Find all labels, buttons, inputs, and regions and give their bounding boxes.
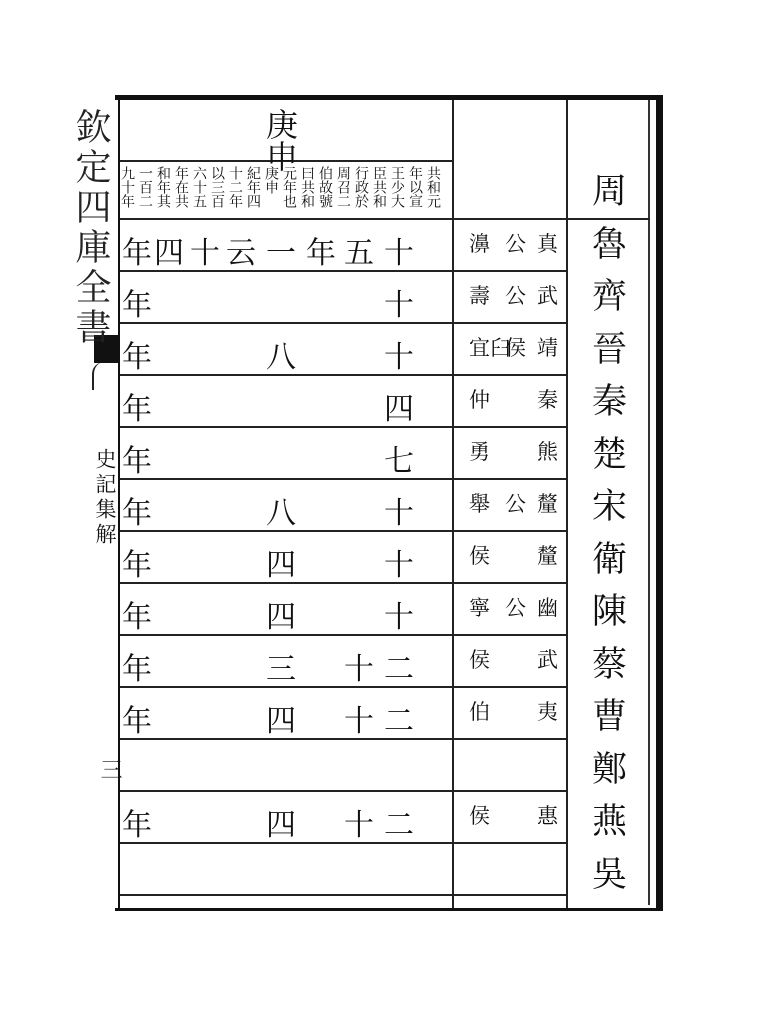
column-divider-ruler [566, 100, 568, 908]
ruler-cell [469, 322, 564, 366]
ruler-cell [469, 530, 564, 574]
year-char: 十 [384, 236, 414, 271]
year-cell [122, 740, 448, 788]
header-note-column: 臣共和 [371, 166, 387, 208]
ruler-cell [469, 218, 564, 262]
state-name: 魯 [592, 224, 628, 265]
page-number: 三 [97, 758, 122, 780]
year-char: 八 [266, 340, 296, 375]
header-note-column: 十二年 [227, 166, 243, 208]
year-char: 二 [384, 704, 414, 739]
year-cell [122, 324, 448, 375]
ruler-char: 夷 [537, 700, 558, 724]
ruler-char: 釐 [537, 544, 558, 568]
ruler-cell [469, 270, 564, 314]
ruler-char: 公 [505, 284, 526, 308]
ruler-char: 靖 [537, 336, 558, 360]
year-char: 十 [344, 808, 374, 843]
ruler-char: 伯 [469, 700, 490, 724]
header-note-column: 行政於 [353, 166, 369, 208]
year-char: 年 [122, 392, 152, 427]
column-divider-year [452, 100, 454, 908]
year-cell [122, 844, 448, 892]
year-char: 年 [122, 288, 152, 323]
ruler-cell [469, 686, 564, 730]
year-char: 十 [384, 496, 414, 531]
year-cell [122, 688, 448, 739]
header-note-column: 周召二 [335, 166, 351, 208]
ruler-cell [469, 374, 564, 418]
year-char: 年 [122, 704, 152, 739]
ruler-char: 釐 [537, 492, 558, 516]
ruler-char: 侯 [505, 336, 526, 360]
frame-left-border [118, 100, 120, 910]
state-name: 楚 [592, 434, 628, 475]
ruler-char: 仲 [469, 388, 490, 412]
year-char: 十 [344, 704, 374, 739]
ruler-char: 寧 [469, 596, 490, 620]
header-note-column: 和年其 [155, 166, 171, 208]
year-char: 二 [384, 652, 414, 687]
ruler-char: 侯 [469, 648, 490, 672]
year-cell [122, 428, 448, 479]
year-cell [122, 220, 448, 271]
header-note-column: 以三百 [209, 166, 225, 208]
header-note-column: 年以宣 [407, 166, 423, 208]
year-char: 四 [154, 236, 184, 271]
ruler-char: 宜臼 [469, 336, 511, 360]
year-char: 云 [226, 236, 256, 271]
year-char: 十 [190, 236, 220, 271]
ruler-char: 熊 [537, 440, 558, 464]
state-name: 衛 [592, 539, 628, 580]
ruler-char: 惠 [537, 804, 558, 828]
year-cell [122, 636, 448, 687]
ruler-cell [469, 582, 564, 626]
year-cell [122, 272, 448, 323]
state-name: 蔡 [592, 644, 628, 685]
frame-right-border [656, 95, 663, 910]
ruler-char: 武 [537, 648, 558, 672]
header-note-column: 王少大 [389, 166, 405, 208]
book-title: 史記集解 [93, 448, 117, 548]
state-name: 鄭 [592, 749, 628, 790]
header-note-column: 九十年 [119, 166, 135, 208]
year-char: 四 [266, 600, 296, 635]
ruler-cell [469, 426, 564, 470]
year-char: 八 [266, 496, 296, 531]
year-char: 二 [384, 808, 414, 843]
state-name: 燕 [592, 802, 628, 842]
state-name: 宋 [592, 487, 628, 527]
year-char: 年 [122, 236, 152, 271]
year-char: 五 [344, 236, 374, 271]
ruler-char: 侯 [469, 804, 490, 828]
year-char: 十 [384, 548, 414, 583]
ruler-char: 公 [505, 232, 526, 256]
header-note-column: 六十五 [191, 166, 207, 208]
year-char: 四 [266, 808, 296, 843]
state-name: 齊 [592, 277, 628, 317]
ruler-char: 秦 [537, 388, 558, 412]
year-char: 年 [306, 236, 336, 271]
header-note-column: 曰共和 [299, 166, 315, 208]
year-char: 四 [266, 548, 296, 583]
year-char: 十 [384, 600, 414, 635]
year-char: 年 [122, 444, 152, 479]
frame-top-border [115, 95, 663, 100]
year-char: 四 [384, 392, 414, 427]
header-note-column: 庚申 [263, 166, 279, 194]
ruler-char: 公 [505, 596, 526, 620]
header-note-column: 年在共 [173, 166, 189, 208]
ruler-char: 真 [537, 232, 558, 256]
year-char: 三 [266, 652, 296, 687]
year-cell [122, 376, 448, 427]
year-char: 十 [384, 340, 414, 375]
fishtail-curve [92, 362, 114, 390]
year-cell [122, 792, 448, 843]
ruler-cell [469, 738, 564, 782]
ruler-char: 壽 [469, 284, 490, 308]
collection-title: 欽定四庫全書 [70, 108, 111, 348]
ruler-char: 公 [505, 492, 526, 516]
state-name: 晉 [592, 329, 628, 370]
ruler-char: 舉 [469, 492, 490, 516]
ruler-cell [469, 634, 564, 678]
year-cell [122, 532, 448, 583]
row-divider [120, 894, 568, 896]
year-cell [122, 584, 448, 635]
state-name: 曹 [592, 697, 628, 737]
ruler-char: 勇 [469, 440, 490, 464]
year-char: 一 [266, 236, 296, 271]
frame-bottom-border [115, 908, 663, 911]
frame-right-inner-line [648, 100, 650, 905]
ruler-char: 幽 [537, 596, 558, 620]
year-char: 年 [122, 808, 152, 843]
year-char: 四 [266, 704, 296, 739]
year-char: 年 [122, 340, 152, 375]
header-note-column: 紀年四 [245, 166, 261, 208]
year-cell [122, 480, 448, 531]
state-name: 秦 [592, 382, 628, 422]
year-char: 年 [122, 652, 152, 687]
ruler-char: 侯 [469, 544, 490, 568]
header-note-column: 共和元 [425, 166, 441, 208]
year-char: 十 [384, 288, 414, 323]
header-note-column: 元年也 [281, 166, 297, 208]
state-name: 周 [592, 172, 628, 212]
year-char: 年 [122, 548, 152, 583]
ganzhi-label: 庚申 [261, 108, 299, 172]
ruler-cell [469, 478, 564, 522]
state-name: 陳 [592, 592, 628, 632]
header-note-column: 伯故號 [317, 166, 333, 208]
state-name: 吳 [592, 854, 628, 895]
year-char: 七 [384, 444, 414, 479]
year-char: 年 [122, 600, 152, 635]
year-char: 年 [122, 496, 152, 531]
ruler-cell [469, 842, 564, 886]
year-char: 十 [344, 652, 374, 687]
header-note-column: 一百二 [137, 166, 153, 208]
ruler-cell [469, 790, 564, 834]
ruler-char: 武 [537, 284, 558, 308]
ruler-char: 濞 [469, 232, 490, 256]
